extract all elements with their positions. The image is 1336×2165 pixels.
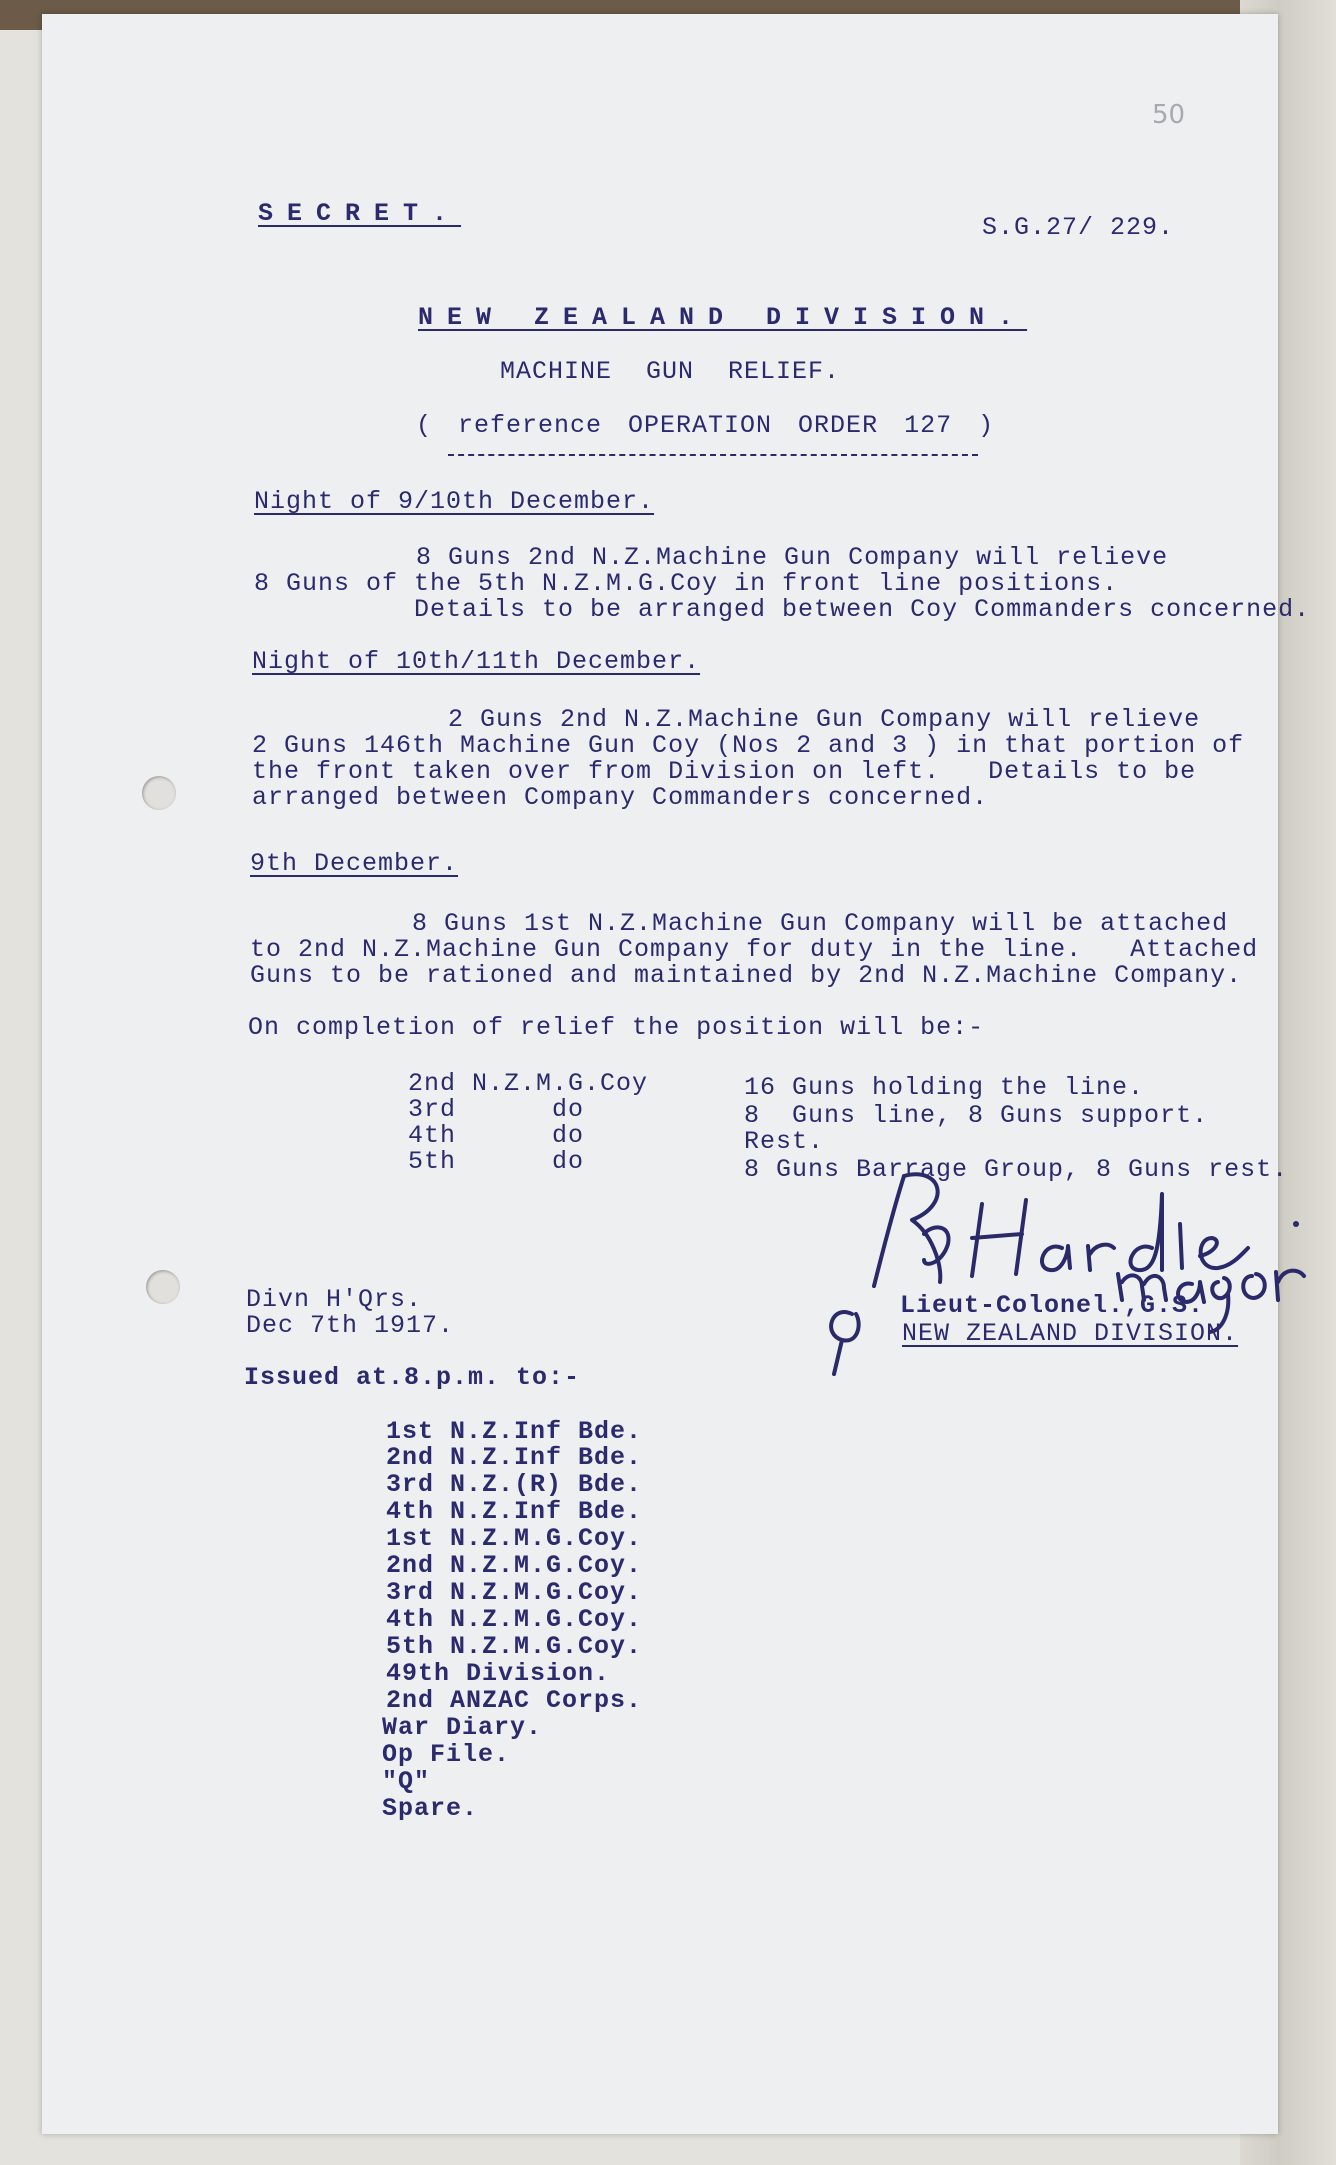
- order-reference-rule: [448, 454, 978, 456]
- position-unit: 5th do: [408, 1147, 585, 1176]
- distribution-item: "Q": [382, 1767, 431, 1796]
- section-line: 2 Guns 146th Machine Gun Coy (Nos 2 and 3 ) in that portion of: [252, 731, 1245, 760]
- signature-rank: Lieut-Colonel.,G.S.: [900, 1291, 1205, 1320]
- margin-note: 50: [1152, 100, 1186, 130]
- punch-hole: [146, 1270, 180, 1304]
- section-line: 8 Guns of the 5th N.Z.M.G.Coy in front line positions.: [254, 569, 1119, 598]
- distribution-item: 1st N.Z.Inf Bde.: [386, 1417, 643, 1446]
- order-reference: ( reference OPERATION ORDER 127 ): [416, 411, 995, 440]
- section-line: to 2nd N.Z.Machine Gun Company for duty in the line. Attached: [250, 935, 1259, 964]
- classification: SECRET.: [258, 199, 462, 228]
- distribution-item: 1st N.Z.M.G.Coy.: [386, 1524, 643, 1553]
- distribution-item: 4th N.Z.Inf Bde.: [386, 1497, 643, 1526]
- position-status: Rest.: [744, 1127, 825, 1156]
- position-status: 8 Guns Barrage Group, 8 Guns rest.: [744, 1155, 1289, 1184]
- distribution-item: 3rd N.Z.(R) Bde.: [386, 1470, 643, 1499]
- punch-hole: [142, 776, 176, 810]
- distribution-item: 49th Division.: [386, 1659, 611, 1688]
- handwritten-signature: [812, 1164, 1336, 1384]
- issued-line: Issued at.8.p.m. to:-: [244, 1363, 581, 1392]
- document-page: [42, 14, 1311, 2134]
- section-line: 8 Guns 2nd N.Z.Machine Gun Company will relieve: [416, 543, 1169, 572]
- distribution-item: 5th N.Z.M.G.Coy.: [386, 1632, 643, 1661]
- position-unit: 3rd do: [408, 1095, 585, 1124]
- distribution-item: 4th N.Z.M.G.Coy.: [386, 1605, 643, 1634]
- section-line: 2 Guns 2nd N.Z.Machine Gun Company will relieve: [448, 705, 1201, 734]
- position-status: 16 Guns holding the line.: [744, 1073, 1145, 1102]
- distribution-item: 2nd N.Z.Inf Bde.: [386, 1443, 643, 1472]
- origin-line-1: Divn H'Qrs.: [246, 1285, 423, 1314]
- distribution-item: Op File.: [382, 1740, 511, 1769]
- position-unit: 2nd N.Z.M.G.Coy: [408, 1069, 649, 1098]
- section-heading: Night of 9/10th December.: [254, 487, 655, 516]
- section-line: the front taken over from Division on left. Details to be: [252, 757, 1197, 786]
- section-line: 8 Guns 1st N.Z.Machine Gun Company will be attached: [412, 909, 1229, 938]
- distribution-item: 2nd ANZAC Corps.: [386, 1686, 643, 1715]
- position-status: 8 Guns line, 8 Guns support.: [744, 1101, 1209, 1130]
- signature-unit: NEW ZEALAND DIVISION.: [902, 1319, 1239, 1348]
- distribution-item: 2nd N.Z.M.G.Coy.: [386, 1551, 643, 1580]
- document-subtitle: MACHINE GUN RELIEF.: [500, 357, 841, 386]
- section-heading: Night of 10th/11th December.: [252, 647, 701, 676]
- completion-intro: On completion of relief the position will be:-: [248, 1013, 985, 1042]
- section-heading: 9th December.: [250, 849, 459, 878]
- section-line: Guns to be rationed and maintained by 2nd N.Z.Machine Company.: [250, 961, 1243, 990]
- position-unit: 4th do: [408, 1121, 585, 1150]
- distribution-list: [382, 1417, 643, 1823]
- origin-line-2: Dec 7th 1917.: [246, 1311, 455, 1340]
- distribution-item: 3rd N.Z.M.G.Coy.: [386, 1578, 643, 1607]
- distribution-item: War Diary.: [382, 1713, 543, 1742]
- document-title: NEW ZEALAND DIVISION.: [418, 303, 1028, 332]
- distribution-item: Spare.: [382, 1794, 479, 1823]
- section-line: Details to be arranged between Coy Commanders concerned.: [414, 595, 1311, 624]
- section-line: arranged between Company Commanders concerned.: [252, 783, 989, 812]
- document-reference: S.G.27/ 229.: [982, 213, 1175, 242]
